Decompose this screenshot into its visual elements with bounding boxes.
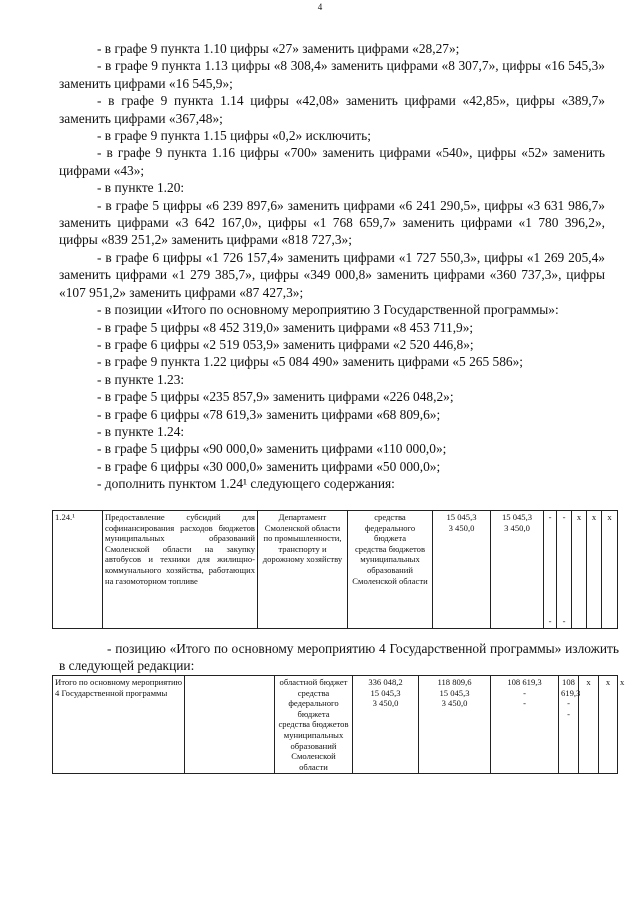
- amendment-line: - в графе 6 цифры «1 726 157,4» заменить цифрами «1 727 550,3», цифры «1 269 205,4» заменить цифрами «1 279 385,7», цифры «349 000,8» заменить цифрами «360 737,3», цифры «107 951,2» заменить цифрами «87 427,3»;: [59, 249, 605, 300]
- col9-value: х: [579, 676, 599, 774]
- amendments-text: [59, 40, 605, 493]
- table-item-1-24-1: [52, 510, 618, 629]
- col8-municipal: -: [567, 708, 570, 719]
- amendment-line: - в пункте 1.24:: [97, 423, 185, 439]
- source-federal: средства федерального бюджета: [288, 687, 339, 719]
- col6-values: [419, 676, 491, 774]
- item-description: Предоставление субсидий для софинансирования расходов бюджетов муниципальных образований Смоленской области на закупку автобусов и техники для жилищно-коммунального хозяйства, работающих на газомоторном топливе: [103, 511, 258, 629]
- col6-value-municipal: 3 450,0: [504, 522, 530, 533]
- col11-value: х: [602, 511, 618, 629]
- col5-value-federal: 15 045,3: [446, 512, 477, 522]
- amendment-line: - в графе 6 цифры «30 000,0» заменить цифрами «50 000,0»;: [97, 458, 441, 474]
- col5-values: [433, 511, 491, 629]
- add-item-line: - дополнить пунктом 1.24¹ следующего содержания:: [97, 476, 395, 492]
- total-sources: [275, 676, 353, 774]
- source-municipal: средства бюджетов муниципальных образований Смоленской области: [278, 719, 349, 772]
- amendment-line: - в графе 9 пункта 1.14 цифры «42,08» заменить цифрами «42,85», цифры «389,7» заменить цифрами «367,48»;: [59, 93, 605, 126]
- col8-value: [557, 511, 572, 629]
- empty-executor: [185, 676, 275, 774]
- col8-regional: 108 619,3: [561, 677, 581, 698]
- amendment-line: - в графе 9 пункта 1.10 цифры «27» заменить цифрами «28,27»;: [97, 41, 460, 56]
- source-municipal: средства бюджетов муниципальных образований Смоленской области: [352, 543, 428, 586]
- col7-values: [491, 676, 559, 774]
- col5-municipal: 3 450,0: [372, 698, 399, 709]
- col8-bottom: -: [562, 616, 566, 627]
- col5-value-municipal: 3 450,0: [448, 522, 475, 533]
- amendment-line: - в графе 9 пункта 1.15 цифры «0,2» исключить;: [97, 128, 371, 144]
- amendment-line: - в графе 5 цифры «6 239 897,6» заменить цифрами «6 241 290,5», цифры «3 631 986,7» заменить цифрами «3 642 167,0», цифры «1 768 659,7» заменить цифрами «1 780 396,2», цифры «839 251,2» заменить цифрами «818 727,3»;: [59, 197, 605, 248]
- col6-value-federal: 15 045,3: [501, 512, 533, 522]
- col9-value: х: [572, 511, 587, 629]
- col8-values: [559, 676, 579, 774]
- col6-regional: 118 809,6: [437, 677, 472, 687]
- page-number: 4: [317, 2, 323, 12]
- col8-federal: -: [567, 698, 570, 709]
- col5-federal: 15 045,3: [370, 687, 401, 698]
- after-table-text: [59, 640, 619, 675]
- amendment-line: - в графе 6 цифры «78 619,3» заменить цифрами «68 809,6»;: [97, 406, 441, 422]
- amendment-line: - в пункте 1.20:: [97, 180, 185, 196]
- col6-municipal: 3 450,0: [441, 698, 468, 709]
- amendment-line: - в графе 9 пункта 1.13 цифры «8 308,4» заменить цифрами «8 307,7», цифры «16 545,3» заменить цифрами «16 545,9»;: [59, 58, 605, 91]
- amendment-line: - в графе 5 цифры «235 857,9» заменить цифрами «226 048,2»;: [97, 389, 454, 405]
- amendment-line: - в графе 9 пункта 1.16 цифры «700» заменить цифрами «540», цифры «52» заменить цифрами «43»;: [59, 145, 605, 178]
- source-regional: областной бюджет: [279, 677, 348, 687]
- col10-value: х: [599, 676, 618, 774]
- col7-value: [544, 511, 557, 629]
- amendment-line: - в графе 9 пункта 1.22 цифры «5 084 490» заменить цифрами «5 265 586»;: [97, 354, 524, 370]
- col7-top: -: [548, 512, 552, 522]
- amendment-line: - в пункте 1.23:: [97, 371, 185, 387]
- col10-value: х: [587, 511, 602, 629]
- table-row: [53, 511, 618, 629]
- col5-values: [353, 676, 419, 774]
- col8-top: -: [562, 512, 566, 522]
- col7-federal: -: [523, 687, 526, 698]
- col6-federal: 15 045,3: [439, 687, 470, 698]
- table-total-measure-4: [52, 675, 625, 774]
- total-label: Итого по основному мероприятию 4 Государственной программы: [53, 676, 185, 774]
- col5-regional: 336 048,2: [368, 677, 403, 687]
- table-row: Итого по основному мероприятию 4 Государственной программы областной бюджет средства федерального бюджета средства бюджетов муниципальных образований Смоленской области 336 048,2 15 045,3 3 450,0 118 809,6 15 045,3 3 450,0 108 619,3 - - 108 619,3 - - х х х: [53, 676, 618, 774]
- source-federal: средства федерального бюджета: [364, 512, 416, 544]
- item-number: 1.24.¹: [53, 511, 103, 629]
- item-sources: [348, 511, 433, 629]
- col6-values: [491, 511, 544, 629]
- col7-municipal: -: [523, 698, 526, 709]
- restate-line: - позицию «Итого по основному мероприятию 4 Государственной программы» изложить в следующей редакции:: [59, 641, 619, 674]
- item-executor: Департамент Смоленской области по промышленности, транспорту и дорожному хозяйству: [258, 511, 348, 629]
- amendment-line: - в графе 5 цифры «90 000,0» заменить цифрами «110 000,0»;: [97, 441, 447, 457]
- col7-regional: 108 619,3: [507, 677, 542, 687]
- col7-bottom: -: [548, 616, 552, 627]
- amendment-line: - в графе 5 цифры «8 452 319,0» заменить цифрами «8 453 711,9»;: [97, 319, 474, 335]
- amendment-line: - в позиции «Итого по основному мероприятию 3 Государственной программы»:: [97, 302, 559, 318]
- amendment-line: - в графе 6 цифры «2 519 053,9» заменить цифрами «2 520 446,8»;: [97, 336, 474, 352]
